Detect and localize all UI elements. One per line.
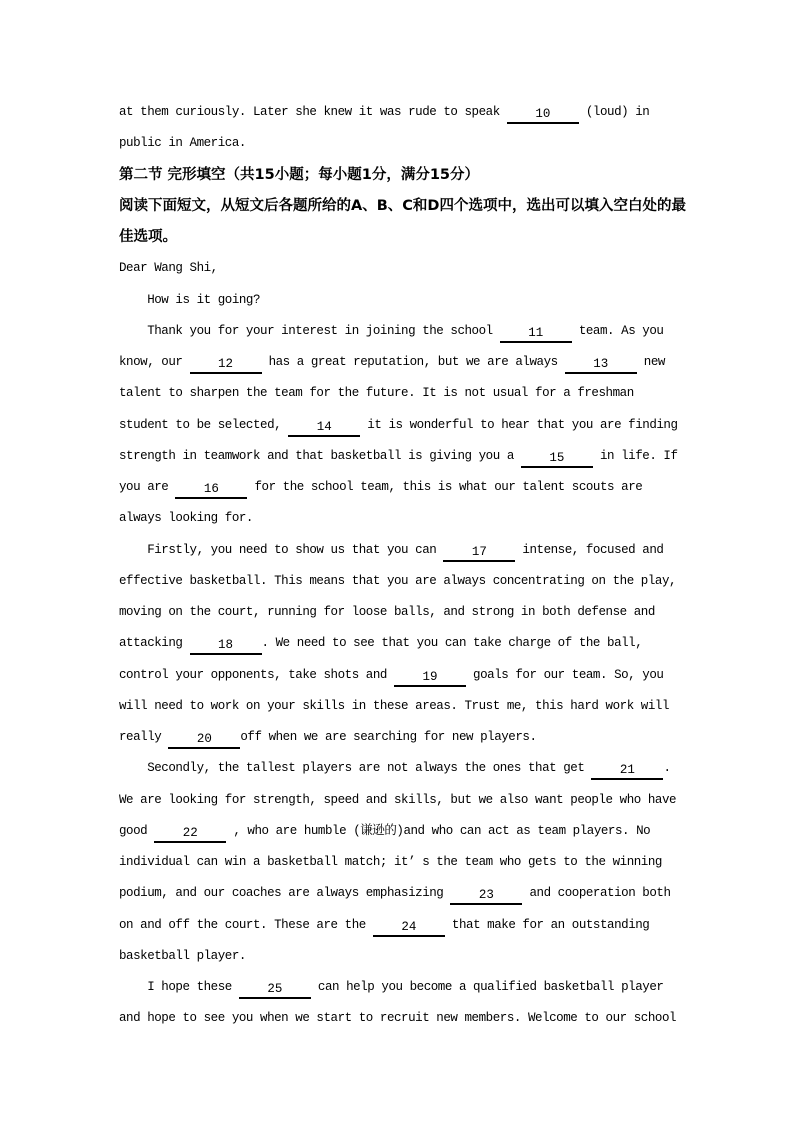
cloze-blank-10: 10 [507, 106, 579, 124]
text-segment: individual can win a basketball match; it’ s the team who gets to the winning [119, 855, 662, 869]
text-segment: intense, focused and [515, 542, 664, 557]
cloze-blank-15: 15 [521, 450, 593, 468]
text-line [119, 1003, 744, 1034]
text-line [119, 97, 744, 128]
text-segment: podium, and our coaches are always emphasizing [119, 886, 451, 901]
text-segment: (loud) in [578, 105, 650, 119]
text-segment: has a great reputation, but we are always [261, 355, 565, 369]
text-line [119, 566, 744, 597]
text-line [119, 628, 744, 659]
text-segment: , who are humble (谦逊的)and who can act as team players. No [226, 823, 651, 838]
text-segment: . [663, 761, 671, 776]
text-segment: effective basketball. This means that you are always concentrating on the play, [119, 573, 677, 588]
text-segment: student to be selected, [119, 417, 289, 432]
text-segment: good [119, 823, 155, 838]
text-segment: always looking for. [119, 511, 253, 526]
text-line [119, 660, 744, 691]
text-segment: can help you become a qualified basketball player [310, 980, 664, 994]
text-line [119, 347, 744, 378]
cloze-blank-21: 21 [591, 762, 663, 780]
text-line [119, 441, 744, 472]
text-line [119, 785, 744, 816]
text-line [119, 910, 744, 941]
text-segment: Secondly, the tallest players are not always the ones that get [119, 761, 592, 776]
text-line [119, 753, 744, 784]
text-line [119, 722, 744, 753]
text-segment: really [119, 730, 169, 744]
text-segment: and cooperation both [522, 886, 671, 901]
text-segment: you are [119, 480, 176, 494]
text-line [119, 128, 744, 159]
text-segment: it is wonderful to hear that you are finding [360, 417, 678, 432]
text-segment: . We need to see that you can take charge of the ball, [261, 636, 643, 651]
text-segment: on and off the court. These are the [119, 917, 373, 932]
text-segment: basketball player. [119, 948, 246, 963]
text-line [119, 503, 744, 534]
text-line [119, 316, 744, 347]
text-line [119, 378, 744, 409]
text-segment: know, our [119, 355, 190, 369]
heading-line [119, 222, 744, 253]
text-line [119, 410, 744, 441]
cloze-blank-12: 12 [190, 356, 262, 374]
text-segment: We are looking for strength, speed and skills, but we also want people who have [119, 792, 677, 807]
text-line [119, 816, 744, 847]
cloze-blank-23: 23 [450, 887, 522, 905]
text-line [119, 691, 744, 722]
text-segment: Dear Wang Shi, [119, 261, 218, 276]
text-segment: new [636, 355, 665, 369]
text-line [119, 941, 744, 972]
cloze-blank-13: 13 [565, 356, 637, 374]
cloze-blank-11: 11 [500, 325, 572, 343]
text-segment: and hope to see you when we start to recruit new members. Welcome to our school [119, 1011, 677, 1026]
text-segment: moving on the court, running for loose balls, and strong in both defense and [119, 605, 655, 619]
heading-text: 佳选项。 [119, 229, 177, 245]
text-line [119, 972, 744, 1003]
text-line [119, 535, 744, 566]
text-segment: that make for an outstanding [444, 917, 650, 932]
text-line [119, 472, 744, 503]
text-line [119, 253, 744, 284]
cloze-blank-18: 18 [190, 637, 262, 655]
text-segment: How is it going? [119, 292, 261, 307]
text-segment: goals for our team. So, you [466, 667, 664, 682]
text-segment: off when we are searching for new players. [240, 730, 537, 744]
text-line [119, 597, 744, 628]
cloze-blank-25: 25 [239, 981, 311, 999]
heading-line [119, 191, 744, 222]
text-segment: I hope these [119, 980, 239, 994]
text-line [119, 847, 744, 878]
cloze-blank-14: 14 [288, 419, 360, 437]
cloze-blank-20: 20 [168, 731, 240, 749]
cloze-blank-19: 19 [394, 669, 466, 687]
text-segment: control your opponents, take shots and [119, 667, 394, 682]
text-segment: Thank you for your interest in joining the school [119, 323, 500, 338]
text-segment: public in America. [119, 136, 246, 151]
text-line [119, 878, 744, 909]
heading-text: 阅读下面短文，从短文后各题所给的A、B、C和D四个选项中，选出可以填入空白处的最 [119, 197, 686, 214]
cloze-blank-17: 17 [443, 544, 515, 562]
text-segment: attacking [119, 636, 190, 651]
heading-line [119, 160, 744, 191]
text-segment: at them curiously. Later she knew it was rude to speak [119, 105, 507, 119]
text-segment: in life. If [592, 448, 678, 463]
cloze-blank-22: 22 [154, 825, 226, 843]
heading-text: 第二节 完形填空（共15小题；每小题1分，满分15分） [119, 166, 479, 183]
cloze-blank-16: 16 [175, 481, 247, 499]
text-line [119, 285, 744, 316]
text-segment: Firstly, you need to show us that you can [119, 542, 444, 557]
text-segment: for the school team, this is what our talent scouts are [247, 480, 643, 494]
text-segment: strength in teamwork and that basketball is giving you a [119, 448, 521, 463]
cloze-blank-24: 24 [373, 919, 445, 937]
text-segment: team. As you [571, 323, 664, 338]
text-segment: talent to sharpen the team for the future. It is not usual for a freshman [119, 386, 634, 401]
text-segment: will need to work on your skills in these areas. Trust me, this hard work will [119, 698, 669, 713]
